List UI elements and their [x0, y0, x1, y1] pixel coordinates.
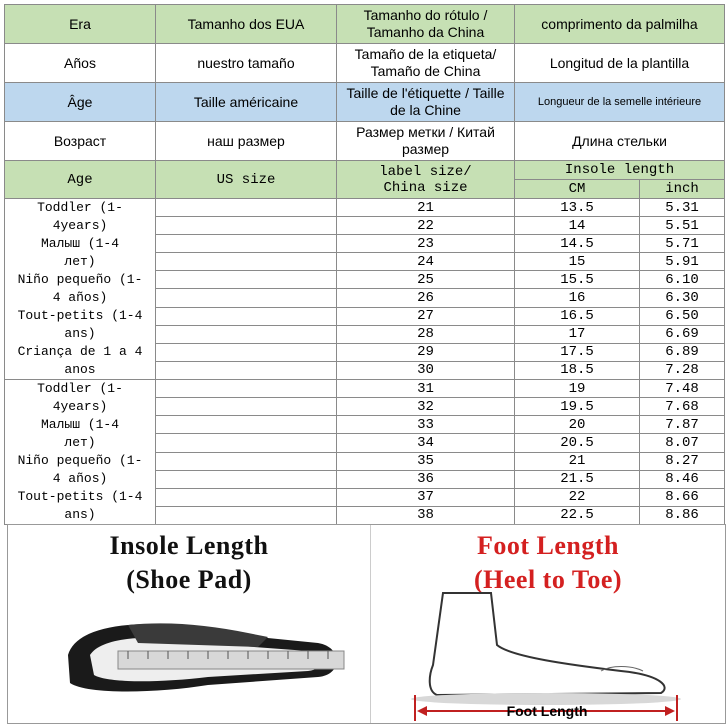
age-group-line: Niño pequeño (1- [17, 453, 143, 468]
header-cm: CM [515, 180, 640, 199]
header-inch: inch [640, 180, 725, 199]
header-us-en: US size [156, 161, 337, 199]
foot-length-caption: Foot Length [506, 703, 588, 719]
label-size-cell: 29 [337, 343, 515, 361]
table-row [5, 380, 725, 398]
age-group-line: anos [64, 362, 96, 377]
insole-inch-cell: 6.69 [640, 325, 725, 343]
us-size-cell [156, 488, 337, 506]
header-us-es: nuestro tamaño [156, 44, 337, 83]
insole-inch-cell: 8.27 [640, 452, 725, 470]
insole-title-line1: Insole Length [109, 531, 269, 560]
age-group-line: Criança de 1 a 4 [17, 344, 143, 359]
label-size-cell: 32 [337, 398, 515, 416]
age-group-line: Toddler (1- [37, 381, 123, 396]
insole-length-panel [8, 525, 371, 723]
header-era-es: Años [5, 44, 156, 83]
header-age-en: Age [5, 161, 156, 199]
foot-outline-icon [371, 525, 725, 723]
insole-inch-cell: 6.89 [640, 343, 725, 361]
measurement-illustration [7, 524, 726, 724]
header-era-fr: Âge [5, 83, 156, 122]
insole-cm-cell: 17.5 [515, 343, 640, 361]
us-size-cell [156, 235, 337, 253]
insole-title-line2: (Shoe Pad) [126, 565, 252, 594]
age-group-cell [5, 380, 156, 525]
label-size-cell: 37 [337, 488, 515, 506]
insole-cm-cell: 15.5 [515, 271, 640, 289]
insole-inch-cell: 7.48 [640, 380, 725, 398]
us-size-cell [156, 506, 337, 524]
age-group-line: 4 años) [52, 471, 108, 486]
insole-inch-cell: 8.86 [640, 506, 725, 524]
insole-inch-cell: 5.71 [640, 235, 725, 253]
header-row-en-1 [5, 161, 725, 180]
shoe-pad-measure-icon [8, 525, 370, 723]
header-us-ru: наш размер [156, 122, 337, 161]
label-size-cell: 23 [337, 235, 515, 253]
insole-cm-cell: 22.5 [515, 506, 640, 524]
age-group-line: Niño pequeño (1- [17, 272, 143, 287]
age-group-line: лет) [64, 254, 96, 269]
age-group-line: Tout-petits (1-4 [17, 489, 143, 504]
insole-cm-cell: 19.5 [515, 398, 640, 416]
header-insole-en: Insole length [515, 161, 725, 180]
header-label-en [337, 161, 515, 199]
age-group-line: ans) [64, 326, 96, 341]
age-group-line: 4years) [52, 218, 108, 233]
us-size-cell [156, 325, 337, 343]
age-group-line: Малыш (1-4 [40, 417, 119, 432]
header-row-ru [5, 122, 725, 161]
header-insole-ru: Длина стельки [515, 122, 725, 161]
label-size-cell: 22 [337, 217, 515, 235]
us-size-cell [156, 253, 337, 271]
insole-inch-cell: 5.31 [640, 199, 725, 217]
label-size-cell: 25 [337, 271, 515, 289]
label-size-cell: 26 [337, 289, 515, 307]
label-size-cell: 36 [337, 470, 515, 488]
us-size-cell [156, 199, 337, 217]
header-row-es [5, 44, 725, 83]
label-size-cell: 21 [337, 199, 515, 217]
label-size-cell: 35 [337, 452, 515, 470]
us-size-cell [156, 217, 337, 235]
header-label-ru: Размер метки / Китай размер [337, 122, 515, 161]
age-group-line: ans) [64, 507, 96, 522]
age-group-line: 4 años) [52, 290, 108, 305]
insole-cm-cell: 20.5 [515, 434, 640, 452]
insole-inch-cell: 6.50 [640, 307, 725, 325]
label-size-cell: 33 [337, 416, 515, 434]
header-era-ru: Возраст [5, 122, 156, 161]
header-label-es: Tamaño de la etiqueta/ Tamaño de China [337, 44, 515, 83]
insole-cm-cell: 18.5 [515, 361, 640, 379]
label-size-cell: 34 [337, 434, 515, 452]
age-group-line: лет) [64, 435, 96, 450]
table-row [5, 199, 725, 217]
label-size-cell: 30 [337, 361, 515, 379]
insole-cm-cell: 14 [515, 217, 640, 235]
insole-inch-cell: 8.66 [640, 488, 725, 506]
us-size-cell [156, 361, 337, 379]
us-size-cell [156, 343, 337, 361]
insole-cm-cell: 13.5 [515, 199, 640, 217]
insole-cm-cell: 17 [515, 325, 640, 343]
insole-cm-cell: 20 [515, 416, 640, 434]
insole-inch-cell: 6.30 [640, 289, 725, 307]
insole-cm-cell: 21 [515, 452, 640, 470]
insole-inch-cell: 8.46 [640, 470, 725, 488]
header-insole-fr: Longueur de la semelle intérieure [515, 83, 725, 122]
size-chart-table [4, 4, 725, 525]
us-size-cell [156, 470, 337, 488]
us-size-cell [156, 380, 337, 398]
header-us-pt: Tamanho dos EUA [156, 5, 337, 44]
age-group-line: Малыш (1-4 [40, 236, 119, 251]
age-group-cell [5, 199, 156, 380]
foot-length-panel [371, 525, 725, 723]
label-size-cell: 31 [337, 380, 515, 398]
us-size-cell [156, 307, 337, 325]
us-size-cell [156, 434, 337, 452]
header-us-fr: Taille américaine [156, 83, 337, 122]
header-label-fr: Taille de l'étiquette / Taille de la Chine [337, 83, 515, 122]
insole-cm-cell: 19 [515, 380, 640, 398]
header-row-fr [5, 83, 725, 122]
foot-title-line2: (Heel to Toe) [473, 565, 623, 594]
label-size-cell: 38 [337, 506, 515, 524]
insole-inch-cell: 5.91 [640, 253, 725, 271]
insole-inch-cell: 7.28 [640, 361, 725, 379]
insole-cm-cell: 14.5 [515, 235, 640, 253]
insole-inch-cell: 5.51 [640, 217, 725, 235]
insole-cm-cell: 16 [515, 289, 640, 307]
label-size-cell: 24 [337, 253, 515, 271]
us-size-cell [156, 271, 337, 289]
insole-inch-cell: 7.87 [640, 416, 725, 434]
age-group-line: Tout-petits (1-4 [17, 308, 143, 323]
insole-cm-cell: 15 [515, 253, 640, 271]
insole-inch-cell: 8.07 [640, 434, 725, 452]
insole-inch-cell: 7.68 [640, 398, 725, 416]
header-era-pt: Era [5, 5, 156, 44]
label-size-cell: 28 [337, 325, 515, 343]
us-size-cell [156, 398, 337, 416]
label-size-cell: 27 [337, 307, 515, 325]
header-row-pt [5, 5, 725, 44]
insole-cm-cell: 22 [515, 488, 640, 506]
header-insole-es: Longitud de la plantilla [515, 44, 725, 83]
age-group-line: Toddler (1- [37, 200, 123, 215]
us-size-cell [156, 452, 337, 470]
header-label-en-line2: China size [383, 179, 468, 196]
insole-cm-cell: 21.5 [515, 470, 640, 488]
insole-inch-cell: 6.10 [640, 271, 725, 289]
age-group-line: 4years) [52, 399, 108, 414]
us-size-cell [156, 289, 337, 307]
foot-title-line1: Foot Length [477, 531, 619, 560]
us-size-cell [156, 416, 337, 434]
header-label-en-line1: label size/ [379, 163, 472, 180]
header-label-pt: Tamanho do rótulo / Tamanho da China [337, 5, 515, 44]
header-insole-pt: comprimento da palmilha [515, 5, 725, 44]
insole-cm-cell: 16.5 [515, 307, 640, 325]
